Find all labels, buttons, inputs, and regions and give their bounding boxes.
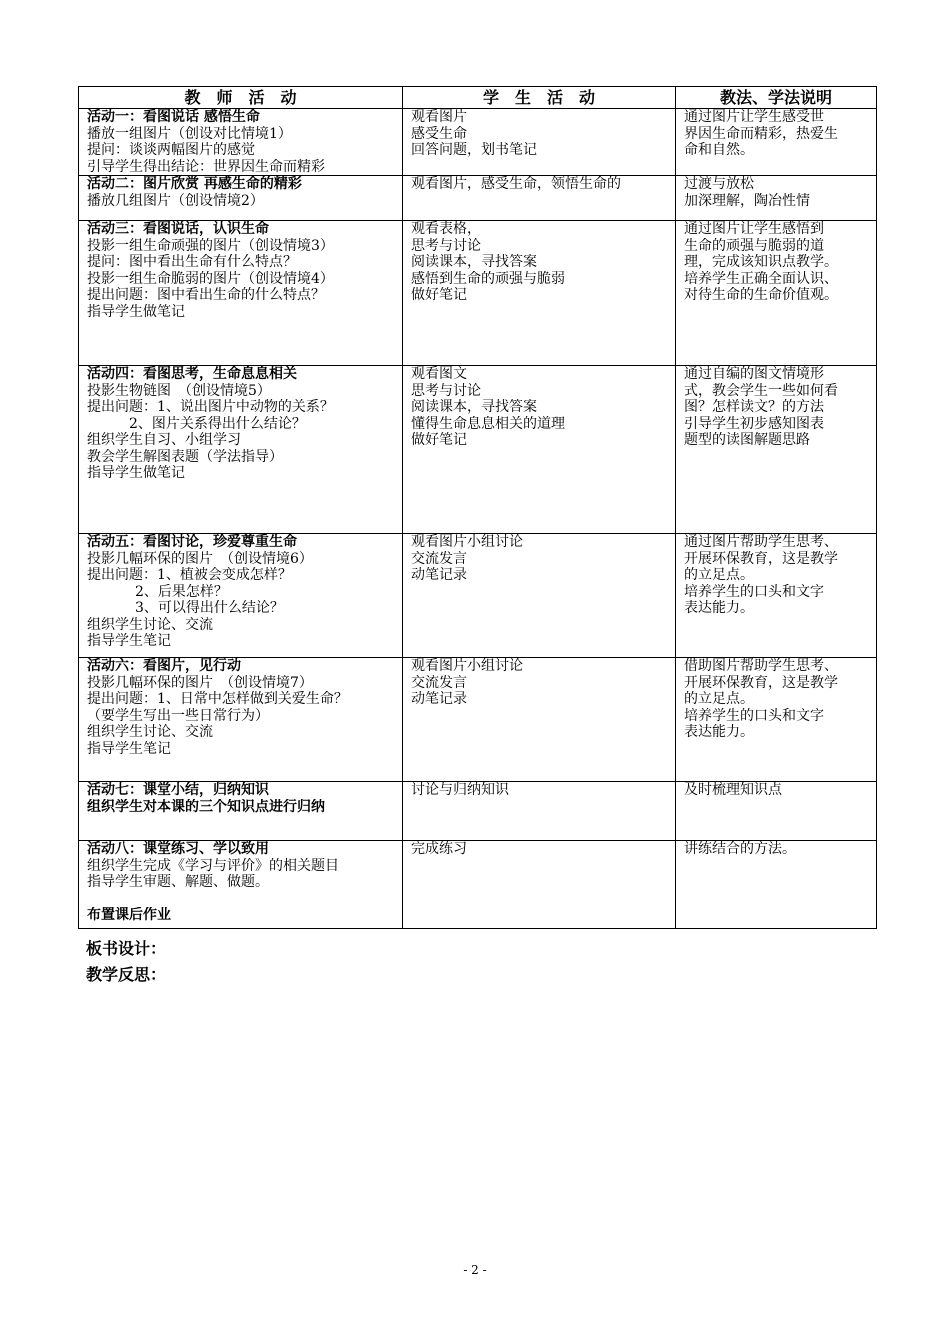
note-line: 题型的读图解题思路	[684, 432, 810, 448]
note-cell	[676, 109, 877, 176]
note-line: 培养学生的口头和文字	[684, 707, 824, 724]
teacher-line: 指导学生做笔记	[87, 303, 185, 320]
teacher-line: 提出问题：1、日常中怎样做到关爱生命？	[87, 691, 348, 707]
teacher-line: 提出问题：图中看出生命的什么特点？	[87, 287, 325, 303]
page-number: - 2 -	[463, 1263, 487, 1277]
teacher-cell	[79, 782, 403, 841]
student-cell	[403, 658, 676, 782]
teacher-cell	[79, 841, 403, 929]
activity-title: 活动四：看图思考，生命息息相关	[87, 366, 297, 382]
table-header-row	[79, 87, 877, 109]
teacher-line: （要学生写出一些日常行为）	[87, 707, 269, 724]
teacher-line: 投影一组生命脆弱的图片（创设情境4）	[87, 270, 334, 287]
header-teacher-activity: 教 师 活 动	[79, 87, 403, 109]
header-student-activity: 学 生 活 动	[403, 87, 676, 109]
student-line: 思考与讨论	[411, 237, 481, 254]
teacher-line: 指导学生做笔记	[87, 465, 185, 481]
note-line: 加深理解，陶冶性情	[684, 192, 810, 209]
student-line: 阅读课本，寻找答案	[411, 254, 537, 270]
student-line: 感受生命	[411, 125, 467, 142]
note-line: 通过自编的图文情境形	[684, 366, 824, 382]
note-line: 通过图片让学生感悟到	[684, 221, 824, 237]
board-design-heading: 板书设计：	[86, 939, 167, 958]
teacher-line: 指导学生审题、解题、做题。	[87, 874, 269, 890]
teacher-line: 投影几幅环保的图片 （创设情境6）	[87, 550, 313, 567]
note-line: 通过图片让学生感受世	[684, 109, 824, 125]
note-line: 开展环保教育，这是教学	[684, 550, 838, 567]
teacher-line: 提问：谈谈两幅图片的感觉	[87, 142, 255, 158]
student-line: 感悟到生命的顽强与脆弱	[411, 270, 565, 287]
activity-title: 活动七：课堂小结，归纳知识	[87, 782, 269, 798]
activity-title: 活动六：看图片，见行动	[87, 658, 241, 674]
student-cell	[403, 176, 676, 221]
student-line: 观看图片	[411, 109, 467, 125]
student-line: 交流发言	[411, 674, 467, 691]
teacher-line: 组织学生对本课的三个知识点进行归纳	[87, 798, 325, 815]
teacher-line: 2、后果怎样？	[135, 583, 228, 600]
teacher-line: 投影一组生命顽强的图片（创设情境3）	[87, 237, 334, 254]
note-line: 借助图片帮助学生思考、	[684, 658, 838, 674]
note-line: 表达能力。	[684, 724, 754, 740]
note-cell	[676, 782, 877, 841]
student-cell	[403, 841, 676, 929]
student-cell	[403, 366, 676, 534]
teacher-cell	[79, 109, 403, 176]
student-line: 做好笔记	[411, 432, 467, 448]
teacher-line: 教会学生解图表题（学法指导）	[87, 448, 283, 465]
header-method-notes: 教法、学法说明	[676, 87, 877, 109]
table-row	[79, 366, 877, 534]
teacher-line: 指导学生笔记	[87, 740, 171, 757]
teacher-line: 组织学生讨论、交流	[87, 724, 213, 740]
note-line: 式，教会学生一些如何看	[684, 382, 838, 399]
student-line: 做好笔记	[411, 287, 467, 303]
note-line: 的立足点。	[684, 567, 754, 583]
teacher-line: 布置课后作业	[87, 907, 171, 923]
table-row	[79, 221, 877, 366]
teacher-cell	[79, 534, 403, 658]
note-cell	[676, 221, 877, 366]
note-cell	[676, 366, 877, 534]
student-line: 完成练习	[411, 841, 467, 857]
student-line: 思考与讨论	[411, 382, 481, 399]
student-line: 懂得生命息息相关的道理	[411, 415, 565, 432]
teacher-cell	[79, 366, 403, 534]
note-line: 培养学生的口头和文字	[684, 583, 824, 600]
teacher-cell	[79, 221, 403, 366]
table-row	[79, 841, 877, 929]
student-line: 观看图文	[411, 366, 467, 382]
student-line: 观看图片小组讨论	[411, 534, 523, 550]
table-row	[79, 176, 877, 221]
teacher-line: 提问：图中看出生命有什么特点？	[87, 254, 297, 270]
student-line: 交流发言	[411, 550, 467, 567]
note-line: 表达能力。	[684, 600, 754, 616]
teacher-line: 指导学生笔记	[87, 633, 171, 649]
teacher-cell	[79, 176, 403, 221]
note-cell	[676, 534, 877, 658]
note-line: 讲练结合的方法。	[684, 841, 796, 857]
activity-title: 活动五：看图讨论，珍爱尊重生命	[87, 534, 297, 550]
note-line: 图？怎样读文？的方法	[684, 399, 824, 415]
student-line: 回答问题，划书笔记	[411, 142, 537, 158]
student-cell	[403, 221, 676, 366]
table-row	[79, 109, 877, 176]
teacher-line: 组织学生完成《学习与评价》的相关题目	[87, 857, 339, 874]
student-line: 阅读课本，寻找答案	[411, 399, 537, 415]
teacher-line: 组织学生讨论、交流	[87, 616, 213, 633]
teacher-line: 播放一组图片（创设对比情境1）	[87, 125, 292, 142]
note-line: 对待生命的生命价值观。	[684, 287, 838, 303]
activity-title: 活动八：课堂练习、学以致用	[87, 841, 269, 857]
student-cell	[403, 534, 676, 658]
table-row	[79, 658, 877, 782]
note-line: 的立足点。	[684, 691, 754, 707]
teacher-line: 2、图片关系得出什么结论？	[129, 415, 306, 432]
student-cell	[403, 782, 676, 841]
note-line: 引导学生初步感知图表	[684, 415, 824, 432]
note-cell	[676, 658, 877, 782]
note-line: 生命的顽强与脆弱的道	[684, 237, 824, 254]
note-cell	[676, 176, 877, 221]
teaching-reflection-heading: 教学反思：	[86, 965, 167, 984]
note-line: 及时梳理知识点	[684, 782, 782, 798]
note-cell	[676, 841, 877, 929]
teacher-cell	[79, 658, 403, 782]
student-line: 观看图片小组讨论	[411, 658, 523, 674]
note-line: 过渡与放松	[684, 176, 754, 192]
teacher-line: 组织学生自习、小组学习	[87, 432, 241, 448]
teacher-line: 3、可以得出什么结论？	[135, 600, 284, 616]
activity-title: 活动一：看图说话 感悟生命	[87, 109, 260, 125]
student-line: 讨论与归纳知识	[411, 782, 509, 798]
note-line: 通过图片帮助学生思考、	[684, 534, 838, 550]
spacer	[87, 891, 396, 908]
teacher-line: 提出问题：1、说出图片中动物的关系？	[87, 399, 334, 415]
activity-title: 活动二：图片欣赏 再感生命的精彩	[87, 176, 302, 192]
table-row	[79, 534, 877, 658]
note-line: 培养学生正确全面认识、	[684, 270, 838, 287]
student-line: 动笔记录	[411, 691, 467, 707]
note-line: 理，完成该知识点教学。	[684, 254, 838, 270]
student-line: 观看表格，	[411, 221, 481, 237]
teacher-line: 投影生物链图 （创设情境5）	[87, 382, 271, 399]
teacher-line: 提出问题：1、植被会变成怎样？	[87, 567, 292, 583]
teacher-line: 引导学生得出结论：世界因生命而精彩	[87, 158, 325, 175]
activity-title: 活动三：看图说话，认识生命	[87, 221, 269, 237]
note-line: 开展环保教育，这是教学	[684, 674, 838, 691]
student-line: 动笔记录	[411, 567, 467, 583]
note-line: 命和自然。	[684, 142, 754, 158]
teacher-line: 投影几幅环保的图片 （创设情境7）	[87, 674, 313, 691]
student-cell	[403, 109, 676, 176]
table-row	[79, 782, 877, 841]
teacher-line: 播放几组图片（创设情境2）	[87, 192, 264, 209]
student-line: 观看图片，感受生命，领悟生命的	[411, 176, 621, 192]
note-line: 界因生命而精彩，热爱生	[684, 125, 838, 142]
lesson-plan-table	[78, 86, 877, 929]
